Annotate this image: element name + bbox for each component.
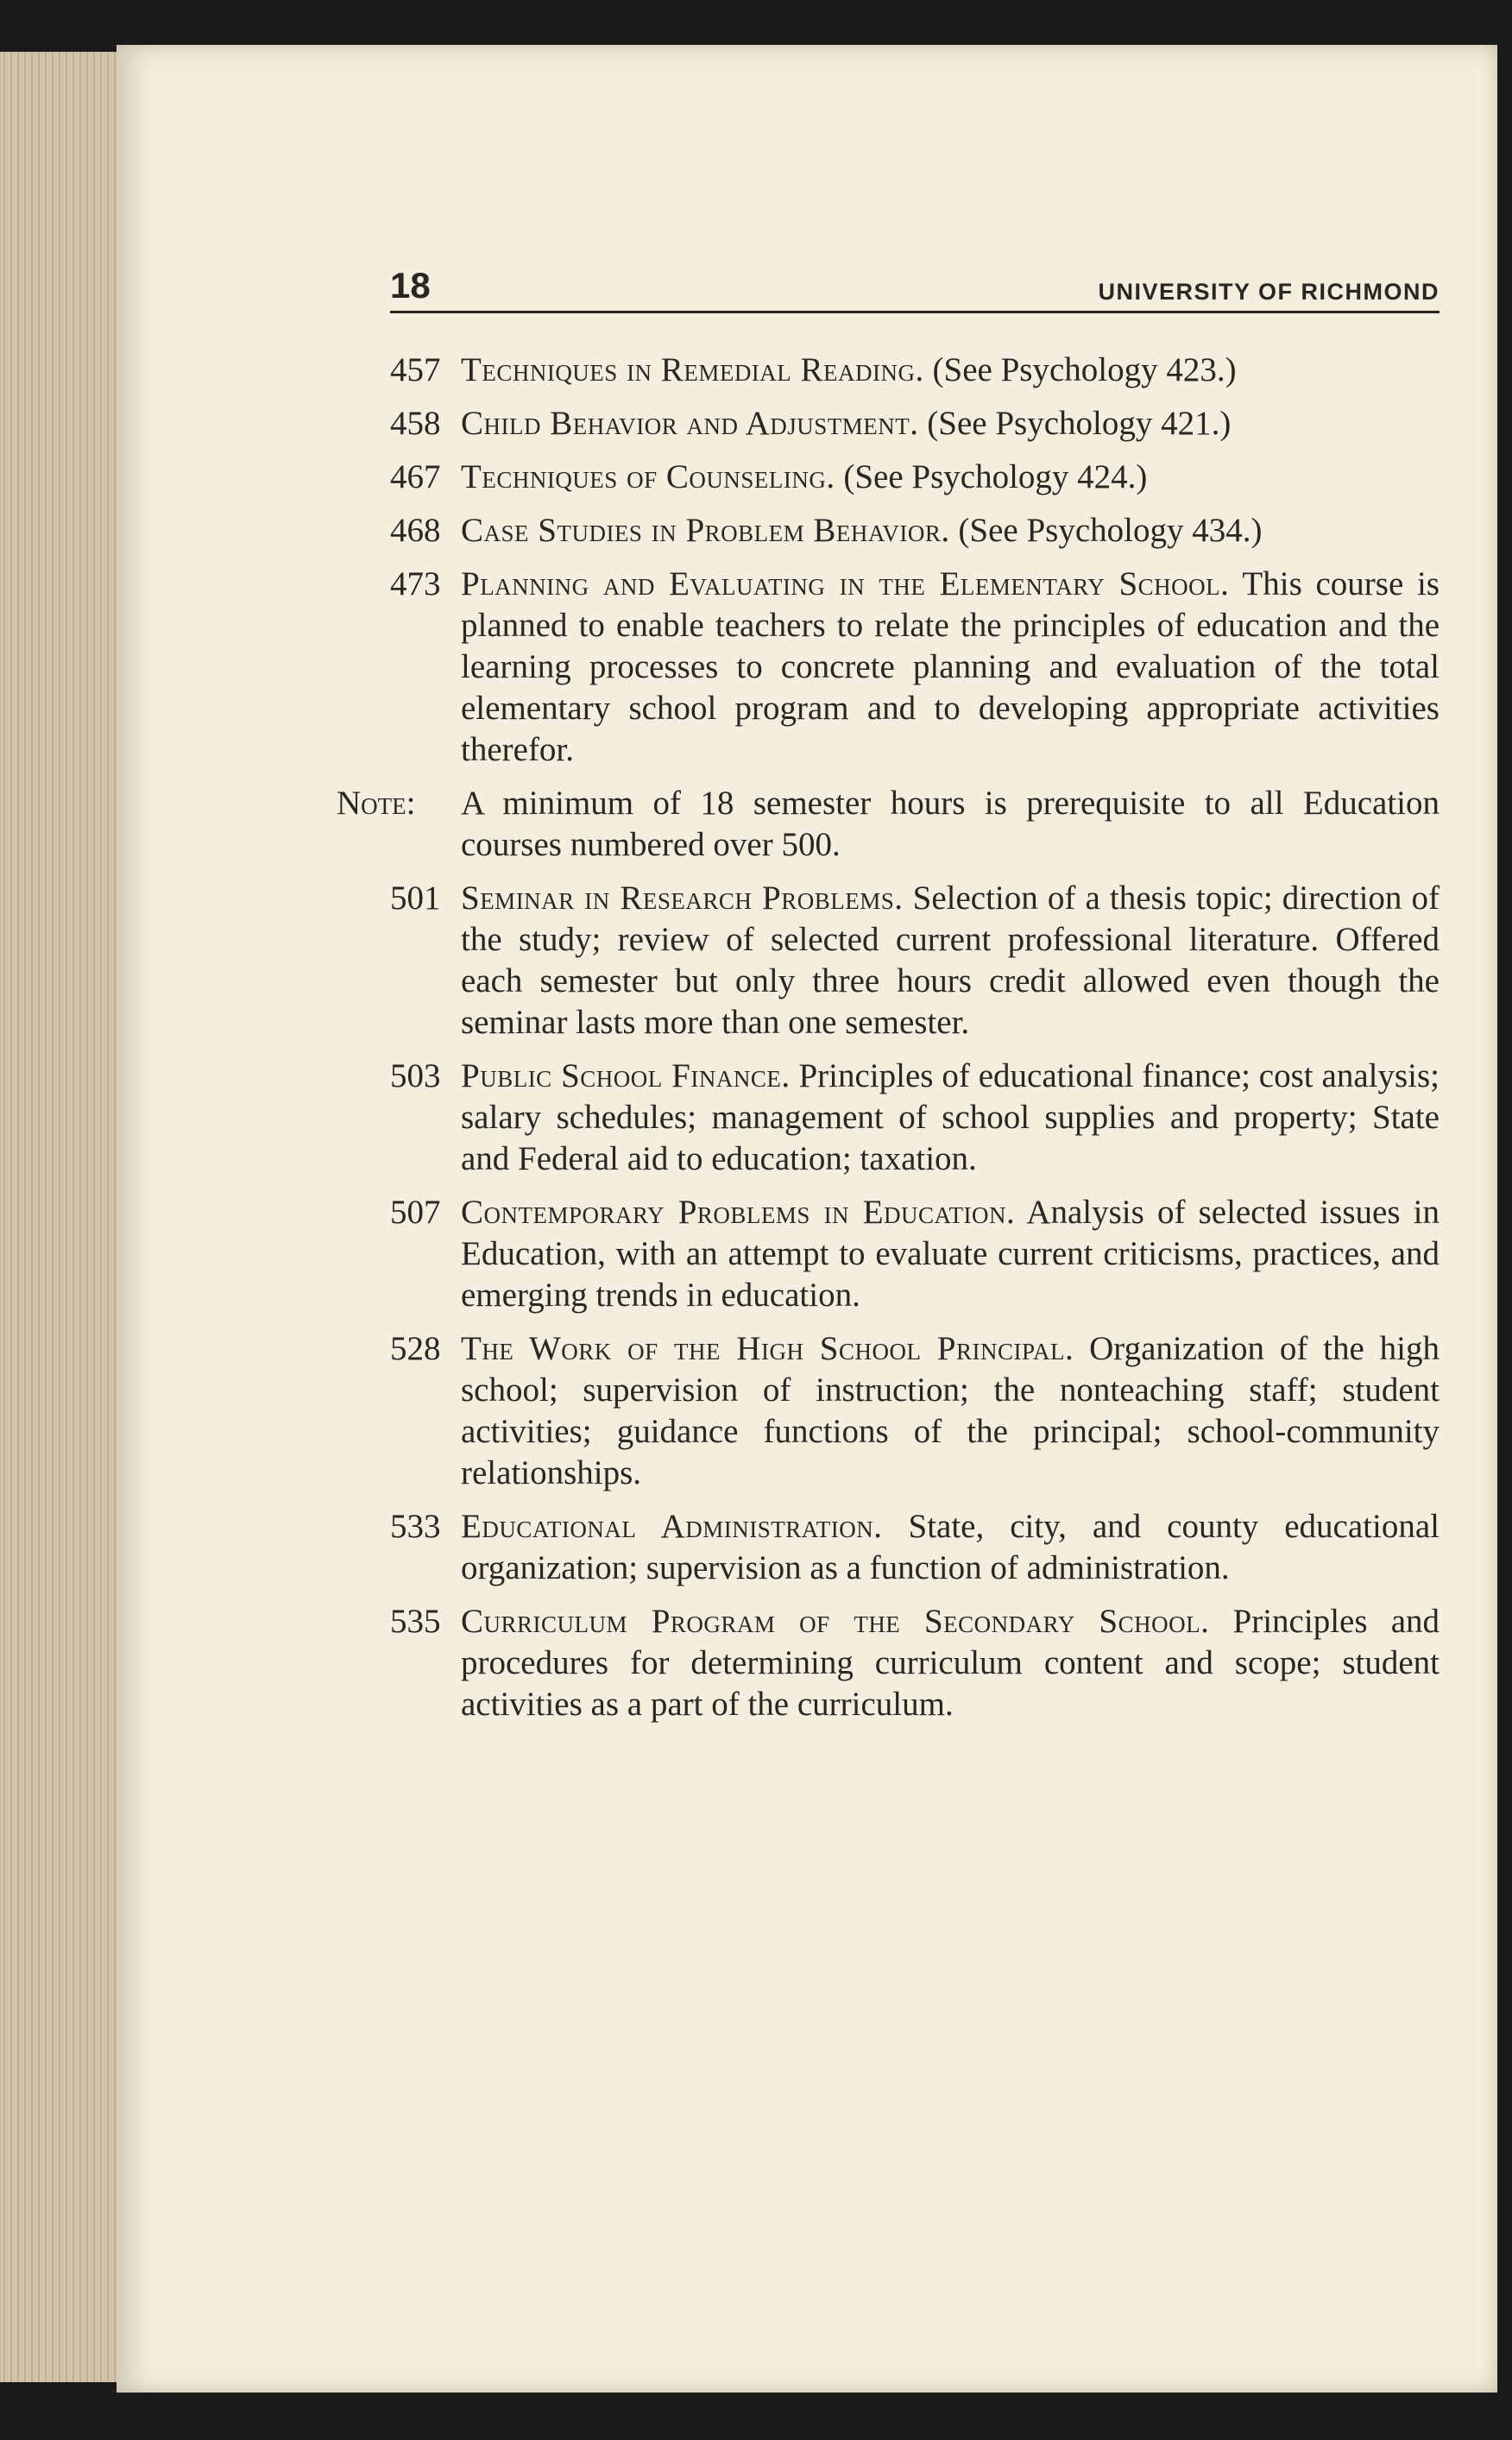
- course-title: Public School Finance.: [461, 1057, 791, 1094]
- course-title: Techniques of Counseling.: [461, 458, 835, 495]
- book-page-edges: [0, 52, 121, 2382]
- course-body: [461, 1192, 1440, 1316]
- course-description: (See Psychology 424.): [843, 458, 1148, 495]
- course-description: (See Psychology 423.): [932, 351, 1237, 388]
- course-title: Educational Administration.: [461, 1508, 883, 1545]
- course-entry: [390, 564, 1440, 771]
- course-list: [337, 350, 1440, 1725]
- running-header: [390, 265, 1440, 313]
- course-number: 503: [390, 1057, 441, 1094]
- course-entry: [390, 1601, 1440, 1725]
- course-number: 535: [390, 1603, 441, 1640]
- course-body: [461, 350, 1440, 391]
- course-body: [461, 1601, 1440, 1725]
- course-title: Case Studies in Problem Behavior.: [461, 512, 950, 549]
- course-number: 507: [390, 1194, 441, 1231]
- course-description: Selection of a thesis topic; direction of the study; review of selected current professional literature. Offered each semester but only three hours credit allowed even though the seminar lasts more than one semester.: [461, 880, 1440, 1041]
- course-body: [461, 1056, 1440, 1180]
- course-entry: [390, 1328, 1440, 1494]
- course-entry: [390, 350, 1440, 391]
- course-title: Contemporary Problems in Education.: [461, 1194, 1016, 1231]
- course-title: Child Behavior and Adjustment.: [461, 405, 919, 442]
- course-entry: [390, 457, 1440, 498]
- course-description: Analysis of selected issues in Education, with an attempt to evaluate current criticisms, practices, and emerging trends in education.: [461, 1194, 1440, 1314]
- course-entry: [390, 403, 1440, 444]
- course-number: 528: [390, 1330, 441, 1367]
- note-label: Note:: [337, 785, 416, 822]
- course-number: 467: [390, 458, 441, 495]
- course-description: Principles and procedures for determining curriculum content and scope; student activities as a part of the curriculum.: [461, 1603, 1440, 1723]
- course-body: [461, 1328, 1440, 1494]
- course-description: Principles of educational finance; cost analysis; salary schedules; management of school supplies and property; State and Federal aid to education; taxation.: [461, 1057, 1440, 1177]
- course-body: [461, 1506, 1440, 1589]
- course-number: 473: [390, 565, 441, 602]
- course-number: 457: [390, 351, 441, 388]
- course-title: Planning and Evaluating in the Elementary School.: [461, 565, 1230, 602]
- course-description: State, city, and county educational organization; supervision as a function of administration.: [461, 1508, 1440, 1586]
- prerequisite-note: [337, 783, 1440, 866]
- course-title: Curriculum Program of the Secondary School.: [461, 1603, 1210, 1640]
- course-number: 458: [390, 405, 441, 442]
- course-entry: [390, 1506, 1440, 1589]
- running-title: UNIVERSITY OF RICHMOND: [1098, 279, 1440, 305]
- page-number: 18: [390, 265, 431, 306]
- course-body: [461, 457, 1440, 498]
- course-body: [461, 878, 1440, 1043]
- course-description: (See Psychology 434.): [958, 512, 1263, 549]
- course-body: [461, 403, 1440, 444]
- course-entry: [390, 1192, 1440, 1316]
- course-body: [461, 510, 1440, 552]
- note-text: A minimum of 18 semester hours is prerequisite to all Education courses numbered over 500.: [461, 785, 1440, 863]
- course-number: 501: [390, 880, 441, 917]
- course-title: Seminar in Research Problems.: [461, 880, 904, 917]
- course-entry: [390, 1056, 1440, 1180]
- course-description: This course is planned to enable teachers to relate the principles of education and the learning processes to concrete planning and evaluation of the total elementary school program and to developing appropriate activities therefor.: [461, 565, 1440, 768]
- course-entry: [390, 510, 1440, 552]
- course-title: The Work of the High School Principal.: [461, 1330, 1074, 1367]
- page-content: [337, 265, 1440, 1737]
- course-entry: [390, 878, 1440, 1043]
- course-number: 468: [390, 512, 441, 549]
- course-description: (See Psychology 421.): [927, 405, 1232, 442]
- course-number: 533: [390, 1508, 441, 1545]
- course-description: Organization of the high school; supervision of instruction; the nonteaching staff; student activities; guidance functions of the principal; school-community relationships.: [461, 1330, 1440, 1491]
- course-title: Techniques in Remedial Reading.: [461, 351, 924, 388]
- course-body: [461, 564, 1440, 771]
